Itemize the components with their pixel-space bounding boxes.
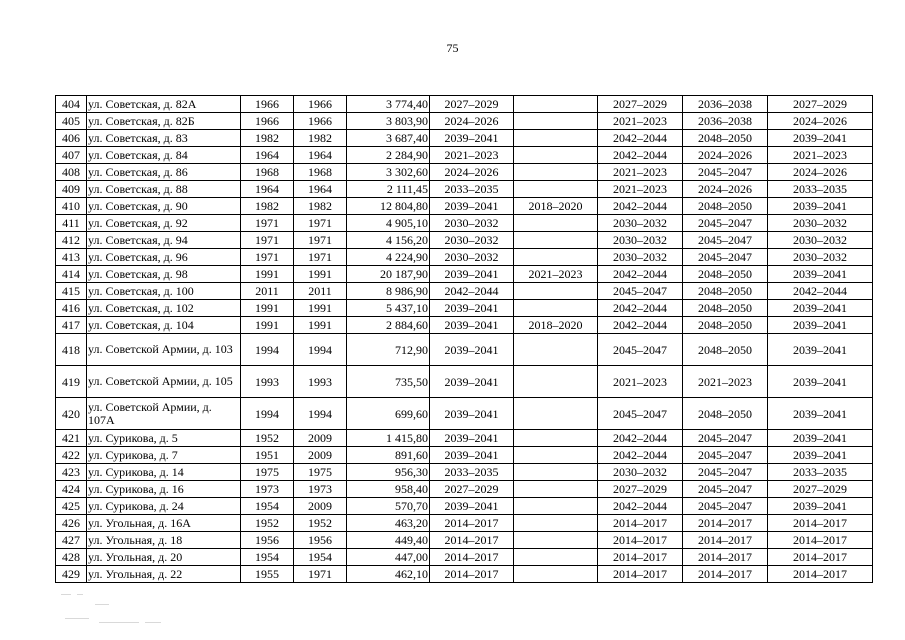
cell-period-3: 2042–2044 bbox=[598, 198, 683, 215]
cell-year-built: 1964 bbox=[241, 147, 294, 164]
cell-area: 12 804,80 bbox=[347, 198, 430, 215]
cell-period-2 bbox=[514, 249, 598, 266]
cell-year-rebuilt: 1952 bbox=[294, 515, 347, 532]
cell-year-rebuilt: 2009 bbox=[294, 447, 347, 464]
cell-period-5: 2033–2035 bbox=[768, 181, 873, 198]
cell-year-rebuilt: 1982 bbox=[294, 130, 347, 147]
table-row bbox=[56, 266, 873, 283]
cell-period-3: 2042–2044 bbox=[598, 430, 683, 447]
cell-period-4: 2036–2038 bbox=[683, 96, 768, 113]
cell-period-4: 2024–2026 bbox=[683, 181, 768, 198]
cell-period-3: 2030–2032 bbox=[598, 464, 683, 481]
cell-address: ул. Советская, д. 102 bbox=[87, 300, 241, 317]
cell-year-built: 1964 bbox=[241, 181, 294, 198]
cell-period-3: 2014–2017 bbox=[598, 532, 683, 549]
cell-address: ул. Советская, д. 96 bbox=[87, 249, 241, 266]
cell-period-2 bbox=[514, 283, 598, 300]
cell-number: 412 bbox=[56, 232, 87, 249]
table-row bbox=[56, 398, 873, 430]
cell-year-rebuilt: 1956 bbox=[294, 532, 347, 549]
cell-period-5: 2039–2041 bbox=[768, 266, 873, 283]
cell-number: 418 bbox=[56, 334, 87, 366]
cell-number: 411 bbox=[56, 215, 87, 232]
cell-address: ул. Советская, д. 98 bbox=[87, 266, 241, 283]
cell-year-built: 1951 bbox=[241, 447, 294, 464]
cell-year-built: 1991 bbox=[241, 300, 294, 317]
table-row bbox=[56, 147, 873, 164]
cell-period-2 bbox=[514, 334, 598, 366]
cell-period-5: 2033–2035 bbox=[768, 464, 873, 481]
cell-address: ул. Сурикова, д. 16 bbox=[87, 481, 241, 498]
cell-period-1: 2039–2041 bbox=[430, 334, 514, 366]
cell-period-5: 2030–2032 bbox=[768, 249, 873, 266]
cell-period-2 bbox=[514, 398, 598, 430]
cell-period-1: 2014–2017 bbox=[430, 549, 514, 566]
cell-year-built: 1966 bbox=[241, 113, 294, 130]
table-row bbox=[56, 164, 873, 181]
cell-address: ул. Сурикова, д. 5 bbox=[87, 430, 241, 447]
cell-number: 420 bbox=[56, 398, 87, 430]
table-row bbox=[56, 317, 873, 334]
cell-year-rebuilt: 1964 bbox=[294, 181, 347, 198]
cell-address: ул. Советская, д. 86 bbox=[87, 164, 241, 181]
cell-number: 419 bbox=[56, 366, 87, 398]
cell-year-built: 1956 bbox=[241, 532, 294, 549]
cell-period-5: 2027–2029 bbox=[768, 481, 873, 498]
cell-address: ул. Советская, д. 82А bbox=[87, 96, 241, 113]
cell-period-4: 2048–2050 bbox=[683, 283, 768, 300]
cell-year-built: 1954 bbox=[241, 498, 294, 515]
cell-period-4: 2045–2047 bbox=[683, 430, 768, 447]
cell-period-2 bbox=[514, 181, 598, 198]
cell-number: 427 bbox=[56, 532, 87, 549]
cell-period-4: 2045–2047 bbox=[683, 164, 768, 181]
cell-number: 421 bbox=[56, 430, 87, 447]
cell-period-2 bbox=[514, 232, 598, 249]
cell-period-3: 2027–2029 bbox=[598, 481, 683, 498]
cell-period-4: 2048–2050 bbox=[683, 130, 768, 147]
cell-period-3: 2030–2032 bbox=[598, 249, 683, 266]
cell-year-rebuilt: 1971 bbox=[294, 232, 347, 249]
cell-year-built: 1973 bbox=[241, 481, 294, 498]
cell-period-1: 2039–2041 bbox=[430, 130, 514, 147]
cell-address: ул. Угольная, д. 22 bbox=[87, 566, 241, 583]
cell-period-3: 2030–2032 bbox=[598, 215, 683, 232]
cell-period-5: 2039–2041 bbox=[768, 398, 873, 430]
cell-period-4: 2045–2047 bbox=[683, 498, 768, 515]
cell-area: 712,90 bbox=[347, 334, 430, 366]
cell-period-3: 2014–2017 bbox=[598, 515, 683, 532]
table-row bbox=[56, 549, 873, 566]
cell-number: 423 bbox=[56, 464, 87, 481]
cell-period-5: 2039–2041 bbox=[768, 430, 873, 447]
cell-address: ул. Советской Армии, д. 105 bbox=[87, 366, 241, 398]
cell-number: 417 bbox=[56, 317, 87, 334]
cell-area: 735,50 bbox=[347, 366, 430, 398]
cell-period-4: 2048–2050 bbox=[683, 300, 768, 317]
table-row bbox=[56, 215, 873, 232]
cell-period-1: 2027–2029 bbox=[430, 481, 514, 498]
cell-number: 413 bbox=[56, 249, 87, 266]
cell-period-3: 2042–2044 bbox=[598, 447, 683, 464]
cell-number: 422 bbox=[56, 447, 87, 464]
cell-area: 20 187,90 bbox=[347, 266, 430, 283]
cell-period-3: 2014–2017 bbox=[598, 549, 683, 566]
cell-year-rebuilt: 1971 bbox=[294, 566, 347, 583]
cell-address: ул. Советской Армии, д. 103 bbox=[87, 334, 241, 366]
cell-area: 449,40 bbox=[347, 532, 430, 549]
cell-period-2 bbox=[514, 96, 598, 113]
cell-address: ул. Сурикова, д. 24 bbox=[87, 498, 241, 515]
cell-year-built: 1971 bbox=[241, 249, 294, 266]
cell-address: ул. Сурикова, д. 14 bbox=[87, 464, 241, 481]
cell-address: ул. Советская, д. 94 bbox=[87, 232, 241, 249]
cell-year-built: 2011 bbox=[241, 283, 294, 300]
cell-number: 426 bbox=[56, 515, 87, 532]
cell-year-rebuilt: 1971 bbox=[294, 215, 347, 232]
cell-year-built: 1952 bbox=[241, 515, 294, 532]
cell-year-built: 1982 bbox=[241, 130, 294, 147]
cell-year-rebuilt: 2009 bbox=[294, 498, 347, 515]
cell-period-2 bbox=[514, 147, 598, 164]
cell-period-4: 2014–2017 bbox=[683, 515, 768, 532]
cell-area: 3 774,40 bbox=[347, 96, 430, 113]
table-row bbox=[56, 232, 873, 249]
cell-period-3: 2021–2023 bbox=[598, 113, 683, 130]
cell-address: ул. Советская, д. 104 bbox=[87, 317, 241, 334]
cell-period-5: 2030–2032 bbox=[768, 215, 873, 232]
cell-number: 415 bbox=[56, 283, 87, 300]
cell-area: 2 284,90 bbox=[347, 147, 430, 164]
cell-period-5: 2042–2044 bbox=[768, 283, 873, 300]
table-row bbox=[56, 249, 873, 266]
cell-area: 4 156,20 bbox=[347, 232, 430, 249]
cell-area: 2 884,60 bbox=[347, 317, 430, 334]
cell-period-3: 2021–2023 bbox=[598, 181, 683, 198]
cell-year-rebuilt: 1994 bbox=[294, 334, 347, 366]
cell-period-2 bbox=[514, 532, 598, 549]
cell-year-rebuilt: 1973 bbox=[294, 481, 347, 498]
cell-period-4: 2045–2047 bbox=[683, 464, 768, 481]
cell-area: 463,20 bbox=[347, 515, 430, 532]
cell-period-2 bbox=[514, 113, 598, 130]
cell-period-3: 2014–2017 bbox=[598, 566, 683, 583]
table-row bbox=[56, 113, 873, 130]
cell-address: ул. Угольная, д. 18 bbox=[87, 532, 241, 549]
cell-period-5: 2039–2041 bbox=[768, 300, 873, 317]
cell-period-4: 2045–2047 bbox=[683, 447, 768, 464]
cell-area: 570,70 bbox=[347, 498, 430, 515]
cell-period-5: 2030–2032 bbox=[768, 232, 873, 249]
cell-period-4: 2014–2017 bbox=[683, 566, 768, 583]
table-row bbox=[56, 366, 873, 398]
cell-year-built: 1955 bbox=[241, 566, 294, 583]
cell-period-5: 2039–2041 bbox=[768, 447, 873, 464]
cell-period-3: 2042–2044 bbox=[598, 147, 683, 164]
cell-period-1: 2030–2032 bbox=[430, 215, 514, 232]
cell-year-built: 1991 bbox=[241, 317, 294, 334]
cell-period-3: 2021–2023 bbox=[598, 164, 683, 181]
cell-period-2 bbox=[514, 215, 598, 232]
cell-period-3: 2027–2029 bbox=[598, 96, 683, 113]
cell-period-1: 2039–2041 bbox=[430, 198, 514, 215]
cell-year-rebuilt: 1982 bbox=[294, 198, 347, 215]
cell-period-5: 2039–2041 bbox=[768, 334, 873, 366]
table-row bbox=[56, 447, 873, 464]
cell-period-1: 2039–2041 bbox=[430, 430, 514, 447]
table-row bbox=[56, 532, 873, 549]
cell-period-4: 2014–2017 bbox=[683, 532, 768, 549]
cell-number: 409 bbox=[56, 181, 87, 198]
cell-area: 699,60 bbox=[347, 398, 430, 430]
cell-period-5: 2039–2041 bbox=[768, 317, 873, 334]
cell-area: 3 687,40 bbox=[347, 130, 430, 147]
cell-number: 408 bbox=[56, 164, 87, 181]
cell-year-rebuilt: 1966 bbox=[294, 96, 347, 113]
cell-period-3: 2042–2044 bbox=[598, 266, 683, 283]
cell-area: 462,10 bbox=[347, 566, 430, 583]
cell-period-1: 2042–2044 bbox=[430, 283, 514, 300]
cell-year-rebuilt: 1968 bbox=[294, 164, 347, 181]
cell-year-built: 1993 bbox=[241, 366, 294, 398]
cell-year-rebuilt: 1993 bbox=[294, 366, 347, 398]
cell-number: 410 bbox=[56, 198, 87, 215]
cell-address: ул. Угольная, д. 20 bbox=[87, 549, 241, 566]
cell-period-1: 2030–2032 bbox=[430, 232, 514, 249]
cell-area: 1 415,80 bbox=[347, 430, 430, 447]
cell-year-rebuilt: 1991 bbox=[294, 300, 347, 317]
cell-year-rebuilt: 1994 bbox=[294, 398, 347, 430]
cell-number: 404 bbox=[56, 96, 87, 113]
cell-year-built: 1991 bbox=[241, 266, 294, 283]
cell-period-4: 2048–2050 bbox=[683, 334, 768, 366]
cell-period-2 bbox=[514, 464, 598, 481]
cell-year-built: 1975 bbox=[241, 464, 294, 481]
cell-area: 447,00 bbox=[347, 549, 430, 566]
table-row bbox=[56, 481, 873, 498]
cell-number: 414 bbox=[56, 266, 87, 283]
cell-period-3: 2042–2044 bbox=[598, 300, 683, 317]
cell-year-built: 1954 bbox=[241, 549, 294, 566]
cell-year-rebuilt: 1991 bbox=[294, 266, 347, 283]
cell-number: 406 bbox=[56, 130, 87, 147]
cell-address: ул. Советская, д. 83 bbox=[87, 130, 241, 147]
cell-period-4: 2045–2047 bbox=[683, 215, 768, 232]
cell-year-rebuilt: 1966 bbox=[294, 113, 347, 130]
cell-period-1: 2021–2023 bbox=[430, 147, 514, 164]
cell-address: ул. Советская, д. 88 bbox=[87, 181, 241, 198]
cell-number: 405 bbox=[56, 113, 87, 130]
cell-period-5: 2014–2017 bbox=[768, 532, 873, 549]
cell-period-2 bbox=[514, 515, 598, 532]
cell-year-built: 1994 bbox=[241, 334, 294, 366]
cell-period-2 bbox=[514, 447, 598, 464]
cell-period-2 bbox=[514, 164, 598, 181]
cell-year-built: 1968 bbox=[241, 164, 294, 181]
cell-period-2: 2021–2023 bbox=[514, 266, 598, 283]
cell-address: ул. Советская, д. 82Б bbox=[87, 113, 241, 130]
table-row bbox=[56, 181, 873, 198]
cell-period-5: 2039–2041 bbox=[768, 198, 873, 215]
cell-address: ул. Сурикова, д. 7 bbox=[87, 447, 241, 464]
cell-period-5: 2014–2017 bbox=[768, 515, 873, 532]
table-row bbox=[56, 283, 873, 300]
cell-area: 891,60 bbox=[347, 447, 430, 464]
cell-area: 2 111,45 bbox=[347, 181, 430, 198]
cell-period-4: 2045–2047 bbox=[683, 481, 768, 498]
cell-period-2 bbox=[514, 566, 598, 583]
cell-period-1: 2014–2017 bbox=[430, 532, 514, 549]
cell-period-3: 2042–2044 bbox=[598, 130, 683, 147]
table-row bbox=[56, 96, 873, 113]
cell-period-5: 2014–2017 bbox=[768, 549, 873, 566]
cell-number: 416 bbox=[56, 300, 87, 317]
cell-year-rebuilt: 1975 bbox=[294, 464, 347, 481]
cell-address: ул. Угольная, д. 16А bbox=[87, 515, 241, 532]
cell-address: ул. Советская, д. 100 bbox=[87, 283, 241, 300]
cell-period-3: 2045–2047 bbox=[598, 334, 683, 366]
cell-period-5: 2039–2041 bbox=[768, 498, 873, 515]
cell-year-built: 1982 bbox=[241, 198, 294, 215]
cell-period-5: 2024–2026 bbox=[768, 113, 873, 130]
cell-period-2 bbox=[514, 549, 598, 566]
cell-period-5: 2039–2041 bbox=[768, 130, 873, 147]
table-row bbox=[56, 566, 873, 583]
cell-year-rebuilt: 2011 bbox=[294, 283, 347, 300]
cell-area: 4 224,90 bbox=[347, 249, 430, 266]
cell-period-4: 2048–2050 bbox=[683, 198, 768, 215]
cell-year-built: 1952 bbox=[241, 430, 294, 447]
cell-period-2: 2018–2020 bbox=[514, 317, 598, 334]
cell-area: 4 905,10 bbox=[347, 215, 430, 232]
table-row bbox=[56, 430, 873, 447]
cell-year-rebuilt: 1964 bbox=[294, 147, 347, 164]
cell-period-1: 2039–2041 bbox=[430, 398, 514, 430]
cell-period-4: 2048–2050 bbox=[683, 266, 768, 283]
cell-period-2 bbox=[514, 300, 598, 317]
cell-period-1: 2033–2035 bbox=[430, 464, 514, 481]
cell-period-2 bbox=[514, 130, 598, 147]
cell-year-rebuilt: 1971 bbox=[294, 249, 347, 266]
cell-period-1: 2014–2017 bbox=[430, 566, 514, 583]
scan-noise bbox=[55, 590, 175, 630]
cell-number: 425 bbox=[56, 498, 87, 515]
cell-period-4: 2014–2017 bbox=[683, 549, 768, 566]
cell-period-1: 2039–2041 bbox=[430, 300, 514, 317]
cell-period-1: 2027–2029 bbox=[430, 96, 514, 113]
cell-area: 956,30 bbox=[347, 464, 430, 481]
cell-number: 428 bbox=[56, 549, 87, 566]
cell-period-5: 2039–2041 bbox=[768, 366, 873, 398]
cell-period-1: 2024–2026 bbox=[430, 113, 514, 130]
cell-period-3: 2030–2032 bbox=[598, 232, 683, 249]
cell-address: ул. Советской Армии, д. 107А bbox=[87, 398, 241, 430]
cell-period-1: 2039–2041 bbox=[430, 317, 514, 334]
cell-address: ул. Советская, д. 84 bbox=[87, 147, 241, 164]
page-number: 75 bbox=[446, 41, 459, 55]
cell-period-1: 2039–2041 bbox=[430, 266, 514, 283]
table-row bbox=[56, 334, 873, 366]
cell-year-rebuilt: 1991 bbox=[294, 317, 347, 334]
cell-period-1: 2030–2032 bbox=[430, 249, 514, 266]
cell-period-2 bbox=[514, 366, 598, 398]
cell-period-2: 2018–2020 bbox=[514, 198, 598, 215]
table-row bbox=[56, 464, 873, 481]
cell-address: ул. Советская, д. 90 bbox=[87, 198, 241, 215]
cell-number: 424 bbox=[56, 481, 87, 498]
cell-period-2 bbox=[514, 430, 598, 447]
cell-period-4: 2048–2050 bbox=[683, 398, 768, 430]
table-row bbox=[56, 198, 873, 215]
cell-period-5: 2021–2023 bbox=[768, 147, 873, 164]
cell-address: ул. Советская, д. 92 bbox=[87, 215, 241, 232]
cell-period-4: 2045–2047 bbox=[683, 249, 768, 266]
cell-area: 958,40 bbox=[347, 481, 430, 498]
table-row bbox=[56, 300, 873, 317]
cell-year-built: 1966 bbox=[241, 96, 294, 113]
cell-period-3: 2045–2047 bbox=[598, 398, 683, 430]
table-row bbox=[56, 130, 873, 147]
cell-year-built: 1971 bbox=[241, 215, 294, 232]
cell-period-4: 2036–2038 bbox=[683, 113, 768, 130]
cell-period-3: 2042–2044 bbox=[598, 498, 683, 515]
cell-area: 5 437,10 bbox=[347, 300, 430, 317]
housing-table bbox=[55, 95, 873, 583]
cell-period-1: 2039–2041 bbox=[430, 447, 514, 464]
cell-period-5: 2024–2026 bbox=[768, 164, 873, 181]
cell-period-1: 2033–2035 bbox=[430, 181, 514, 198]
cell-period-2 bbox=[514, 481, 598, 498]
table-row bbox=[56, 498, 873, 515]
cell-number: 429 bbox=[56, 566, 87, 583]
cell-period-2 bbox=[514, 498, 598, 515]
cell-area: 3 803,90 bbox=[347, 113, 430, 130]
cell-period-4: 2024–2026 bbox=[683, 147, 768, 164]
cell-year-rebuilt: 1954 bbox=[294, 549, 347, 566]
cell-period-1: 2024–2026 bbox=[430, 164, 514, 181]
cell-period-3: 2021–2023 bbox=[598, 366, 683, 398]
cell-period-1: 2014–2017 bbox=[430, 515, 514, 532]
cell-area: 3 302,60 bbox=[347, 164, 430, 181]
cell-number: 407 bbox=[56, 147, 87, 164]
cell-period-1: 2039–2041 bbox=[430, 366, 514, 398]
cell-period-5: 2027–2029 bbox=[768, 96, 873, 113]
cell-period-3: 2045–2047 bbox=[598, 283, 683, 300]
cell-year-rebuilt: 2009 bbox=[294, 430, 347, 447]
cell-period-1: 2039–2041 bbox=[430, 498, 514, 515]
cell-year-built: 1971 bbox=[241, 232, 294, 249]
cell-period-4: 2021–2023 bbox=[683, 366, 768, 398]
cell-period-3: 2042–2044 bbox=[598, 317, 683, 334]
cell-period-4: 2045–2047 bbox=[683, 232, 768, 249]
cell-period-5: 2014–2017 bbox=[768, 566, 873, 583]
cell-area: 8 986,90 bbox=[347, 283, 430, 300]
table-row bbox=[56, 515, 873, 532]
cell-period-4: 2048–2050 bbox=[683, 317, 768, 334]
table-body bbox=[56, 96, 873, 583]
cell-year-built: 1994 bbox=[241, 398, 294, 430]
